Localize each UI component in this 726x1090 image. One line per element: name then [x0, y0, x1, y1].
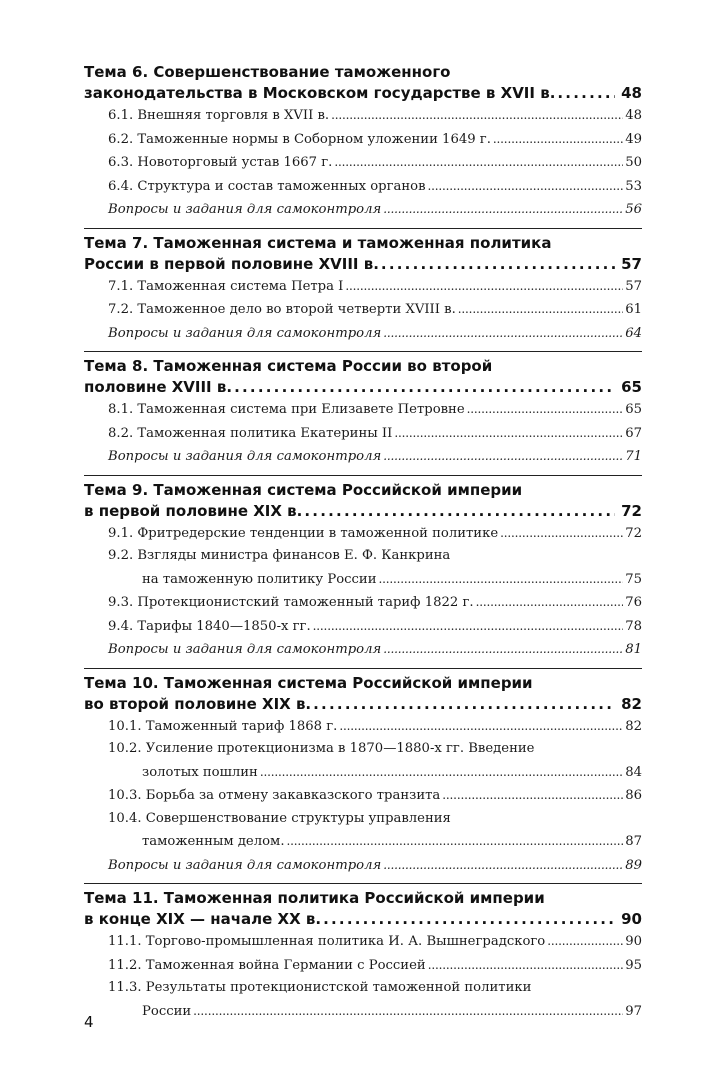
entry-title: 9.3. Протекционистский таможенный тариф 1822 г. — [108, 595, 474, 610]
toc-entry[interactable] — [108, 128, 642, 152]
entry-title-continuation: таможенным делом. — [142, 834, 285, 849]
leader-dots — [234, 377, 615, 398]
entry-title: 11.1. Торгово-промышленная политика И. А. Вышнеградского — [108, 934, 546, 949]
entry-page-number: 65 — [625, 402, 642, 417]
topic-heading[interactable] — [84, 673, 642, 715]
entry-page-number: 48 — [625, 108, 642, 123]
entry-title: 10.3. Борьба за отмену закавказского транзита — [108, 788, 441, 803]
leader-dots — [557, 83, 615, 104]
topic-title-line2: России в первой половине XVIII в. — [84, 254, 379, 273]
entry-title: 10.4. Совершенствование структуры управления — [108, 810, 451, 826]
topic-page-number: 72 — [621, 501, 642, 520]
leader-dots — [394, 422, 623, 446]
entry-page-number: 75 — [625, 571, 642, 587]
toc-entry[interactable] — [108, 104, 642, 128]
toc-entry[interactable] — [108, 545, 642, 591]
entry-title: 11.2. Таможенная война Германии с Россией — [108, 957, 426, 973]
topic-title-line1: Тема 10. Таможенная система Российской империи — [84, 673, 533, 692]
entry-title: 6.4. Структура и состав таможенных органов — [108, 178, 426, 194]
leader-dots — [467, 398, 624, 422]
topic-title-line1: Тема 6. Совершенствование таможенного — [84, 63, 451, 81]
leader-dots — [381, 254, 615, 275]
topic-title-line1: Тема 9. Таможенная система Российской империи — [84, 480, 523, 499]
leader-dots — [383, 322, 623, 346]
topic-title-line2: в первой половине XIX в. — [84, 501, 303, 520]
leader-dots — [331, 104, 623, 128]
toc-entry[interactable] — [108, 298, 642, 322]
topic-heading[interactable] — [84, 233, 642, 275]
topic-heading[interactable] — [84, 888, 642, 930]
toc-entry[interactable] — [108, 422, 642, 446]
leader-dots — [313, 615, 624, 639]
entry-title: Вопросы и задания для самоконтроля — [108, 449, 382, 464]
leader-dots — [442, 784, 623, 808]
toc-topic — [84, 668, 642, 878]
topic-title-line2: в конце XIX — начале XX в. — [84, 910, 322, 928]
topic-heading[interactable] — [84, 356, 642, 398]
topic-heading[interactable] — [84, 62, 642, 104]
leader-dots — [458, 298, 623, 322]
topic-title-line1: Тема 7. Таможенная система и таможенная политика — [84, 233, 552, 252]
entry-page-number: 53 — [625, 178, 642, 194]
topic-title-line1: Тема 8. Таможенная система России во второй — [84, 357, 493, 375]
entry-page-number: 57 — [625, 278, 642, 294]
entry-title: Вопросы и задания для самоконтроля — [108, 857, 382, 873]
entry-page-number: 61 — [625, 302, 642, 317]
topic-page-number: 65 — [621, 378, 642, 396]
entry-title: Вопросы и задания для самоконтроля — [108, 642, 382, 657]
leader-dots — [383, 445, 623, 469]
entry-page-number: 50 — [625, 155, 642, 170]
table-of-contents — [84, 62, 642, 1029]
entry-title: 6.3. Новоторговый устав 1667 г. — [108, 155, 333, 170]
toc-entry[interactable] — [108, 275, 642, 299]
self-check-questions-entry[interactable] — [108, 638, 642, 662]
toc-topic — [84, 475, 642, 662]
toc-entry[interactable] — [108, 930, 642, 954]
topic-title-line1: Тема 11. Таможенная политика Российской империи — [84, 889, 545, 907]
toc-entry[interactable] — [108, 151, 642, 175]
self-check-questions-entry[interactable] — [108, 198, 642, 222]
toc-entry[interactable] — [108, 522, 642, 546]
leader-dots — [260, 761, 623, 785]
topic-page-number: 57 — [621, 254, 642, 273]
entry-title-continuation: золотых пошлин — [142, 764, 258, 780]
leader-dots — [287, 830, 624, 854]
leader-dots — [334, 151, 623, 175]
entry-page-number: 82 — [625, 718, 642, 734]
entry-page-number: 49 — [625, 131, 642, 147]
entry-page-number: 78 — [625, 618, 642, 634]
leader-dots — [428, 175, 624, 199]
topic-page-number: 82 — [621, 694, 642, 713]
entry-title: 10.1. Таможенный тариф 1868 г. — [108, 718, 338, 734]
entry-page-number: 84 — [625, 764, 642, 780]
entry-page-number: 64 — [625, 325, 642, 341]
entry-page-number: 76 — [625, 595, 642, 610]
leader-dots — [500, 522, 623, 546]
entry-page-number: 87 — [625, 834, 642, 849]
toc-entry[interactable] — [108, 591, 642, 615]
toc-topic — [84, 62, 642, 222]
entry-title: 6.2. Таможенные нормы в Соборном уложении 1649 г. — [108, 131, 491, 147]
entry-page-number: 86 — [625, 788, 642, 803]
toc-entry[interactable] — [108, 784, 642, 808]
entry-title-continuation: на таможенную политику России — [142, 571, 377, 587]
entry-page-number: 56 — [625, 202, 642, 217]
toc-topic — [84, 351, 642, 469]
leader-dots — [383, 198, 623, 222]
leader-dots — [345, 275, 623, 299]
entry-title: 8.1. Таможенная система при Елизавете Петровне — [108, 402, 465, 417]
self-check-questions-entry[interactable] — [108, 322, 642, 346]
entry-title: 7.1. Таможенная система Петра I — [108, 278, 344, 294]
toc-entry[interactable] — [108, 954, 642, 978]
self-check-questions-entry[interactable] — [108, 854, 642, 878]
entry-title: 11.3. Результаты протекционистской таможенной политики — [108, 980, 532, 995]
leader-dots — [323, 909, 615, 930]
leader-dots — [313, 694, 615, 715]
entry-title: Вопросы и задания для самоконтроля — [108, 202, 382, 217]
leader-dots — [304, 501, 615, 522]
leader-dots — [493, 128, 623, 152]
topic-title-line2: во второй половине XIX в. — [84, 694, 312, 713]
entry-title: 9.2. Взгляды министра финансов Е. Ф. Канкрина — [108, 548, 451, 563]
toc-topic — [84, 883, 642, 1023]
entry-title: 6.1. Внешняя торговля в XVII в. — [108, 108, 330, 123]
topic-page-number: 48 — [621, 84, 642, 102]
leader-dots — [476, 591, 624, 615]
toc-entry[interactable] — [108, 808, 642, 854]
entry-page-number: 90 — [625, 934, 642, 949]
entry-page-number: 81 — [625, 642, 642, 657]
entry-title-continuation: России — [142, 1003, 192, 1019]
leader-dots — [193, 1000, 623, 1024]
leader-dots — [428, 954, 624, 978]
toc-entry[interactable] — [108, 398, 642, 422]
entry-page-number: 97 — [625, 1003, 642, 1019]
toc-entry[interactable] — [108, 715, 642, 739]
topic-title-line2: половине XVIII в. — [84, 378, 233, 396]
entry-title: 10.2. Усиление протекционизма в 1870—1880-х гг. Введение — [108, 741, 535, 756]
topic-title-line2: законодательства в Московском государстве в XVII в. — [84, 84, 556, 102]
toc-entry[interactable] — [108, 977, 642, 1023]
leader-dots — [339, 715, 623, 739]
entry-title: 8.2. Таможенная политика Екатерины II — [108, 425, 393, 441]
entry-title: Вопросы и задания для самоконтроля — [108, 325, 382, 341]
page-number: 4 — [84, 1013, 94, 1031]
toc-topic — [84, 228, 642, 346]
toc-entry[interactable] — [108, 615, 642, 639]
toc-entry[interactable] — [108, 175, 642, 199]
entry-page-number: 67 — [625, 425, 642, 441]
entry-page-number: 95 — [625, 957, 642, 973]
entry-page-number: 89 — [625, 857, 642, 873]
toc-entry[interactable] — [108, 738, 642, 784]
topic-page-number: 90 — [621, 910, 642, 928]
entry-title: 7.2. Таможенное дело во второй четверти XVIII в. — [108, 302, 456, 317]
entry-title: 9.1. Фритредерские тенденции в таможенной политике — [108, 525, 499, 541]
entry-title: 9.4. Тарифы 1840—1850-х гг. — [108, 618, 311, 634]
topic-heading[interactable] — [84, 480, 642, 522]
entry-page-number: 71 — [625, 449, 642, 464]
entry-page-number: 72 — [625, 525, 642, 541]
self-check-questions-entry[interactable] — [108, 445, 642, 469]
leader-dots — [547, 930, 623, 954]
leader-dots — [378, 568, 623, 592]
leader-dots — [383, 638, 623, 662]
leader-dots — [383, 854, 623, 878]
